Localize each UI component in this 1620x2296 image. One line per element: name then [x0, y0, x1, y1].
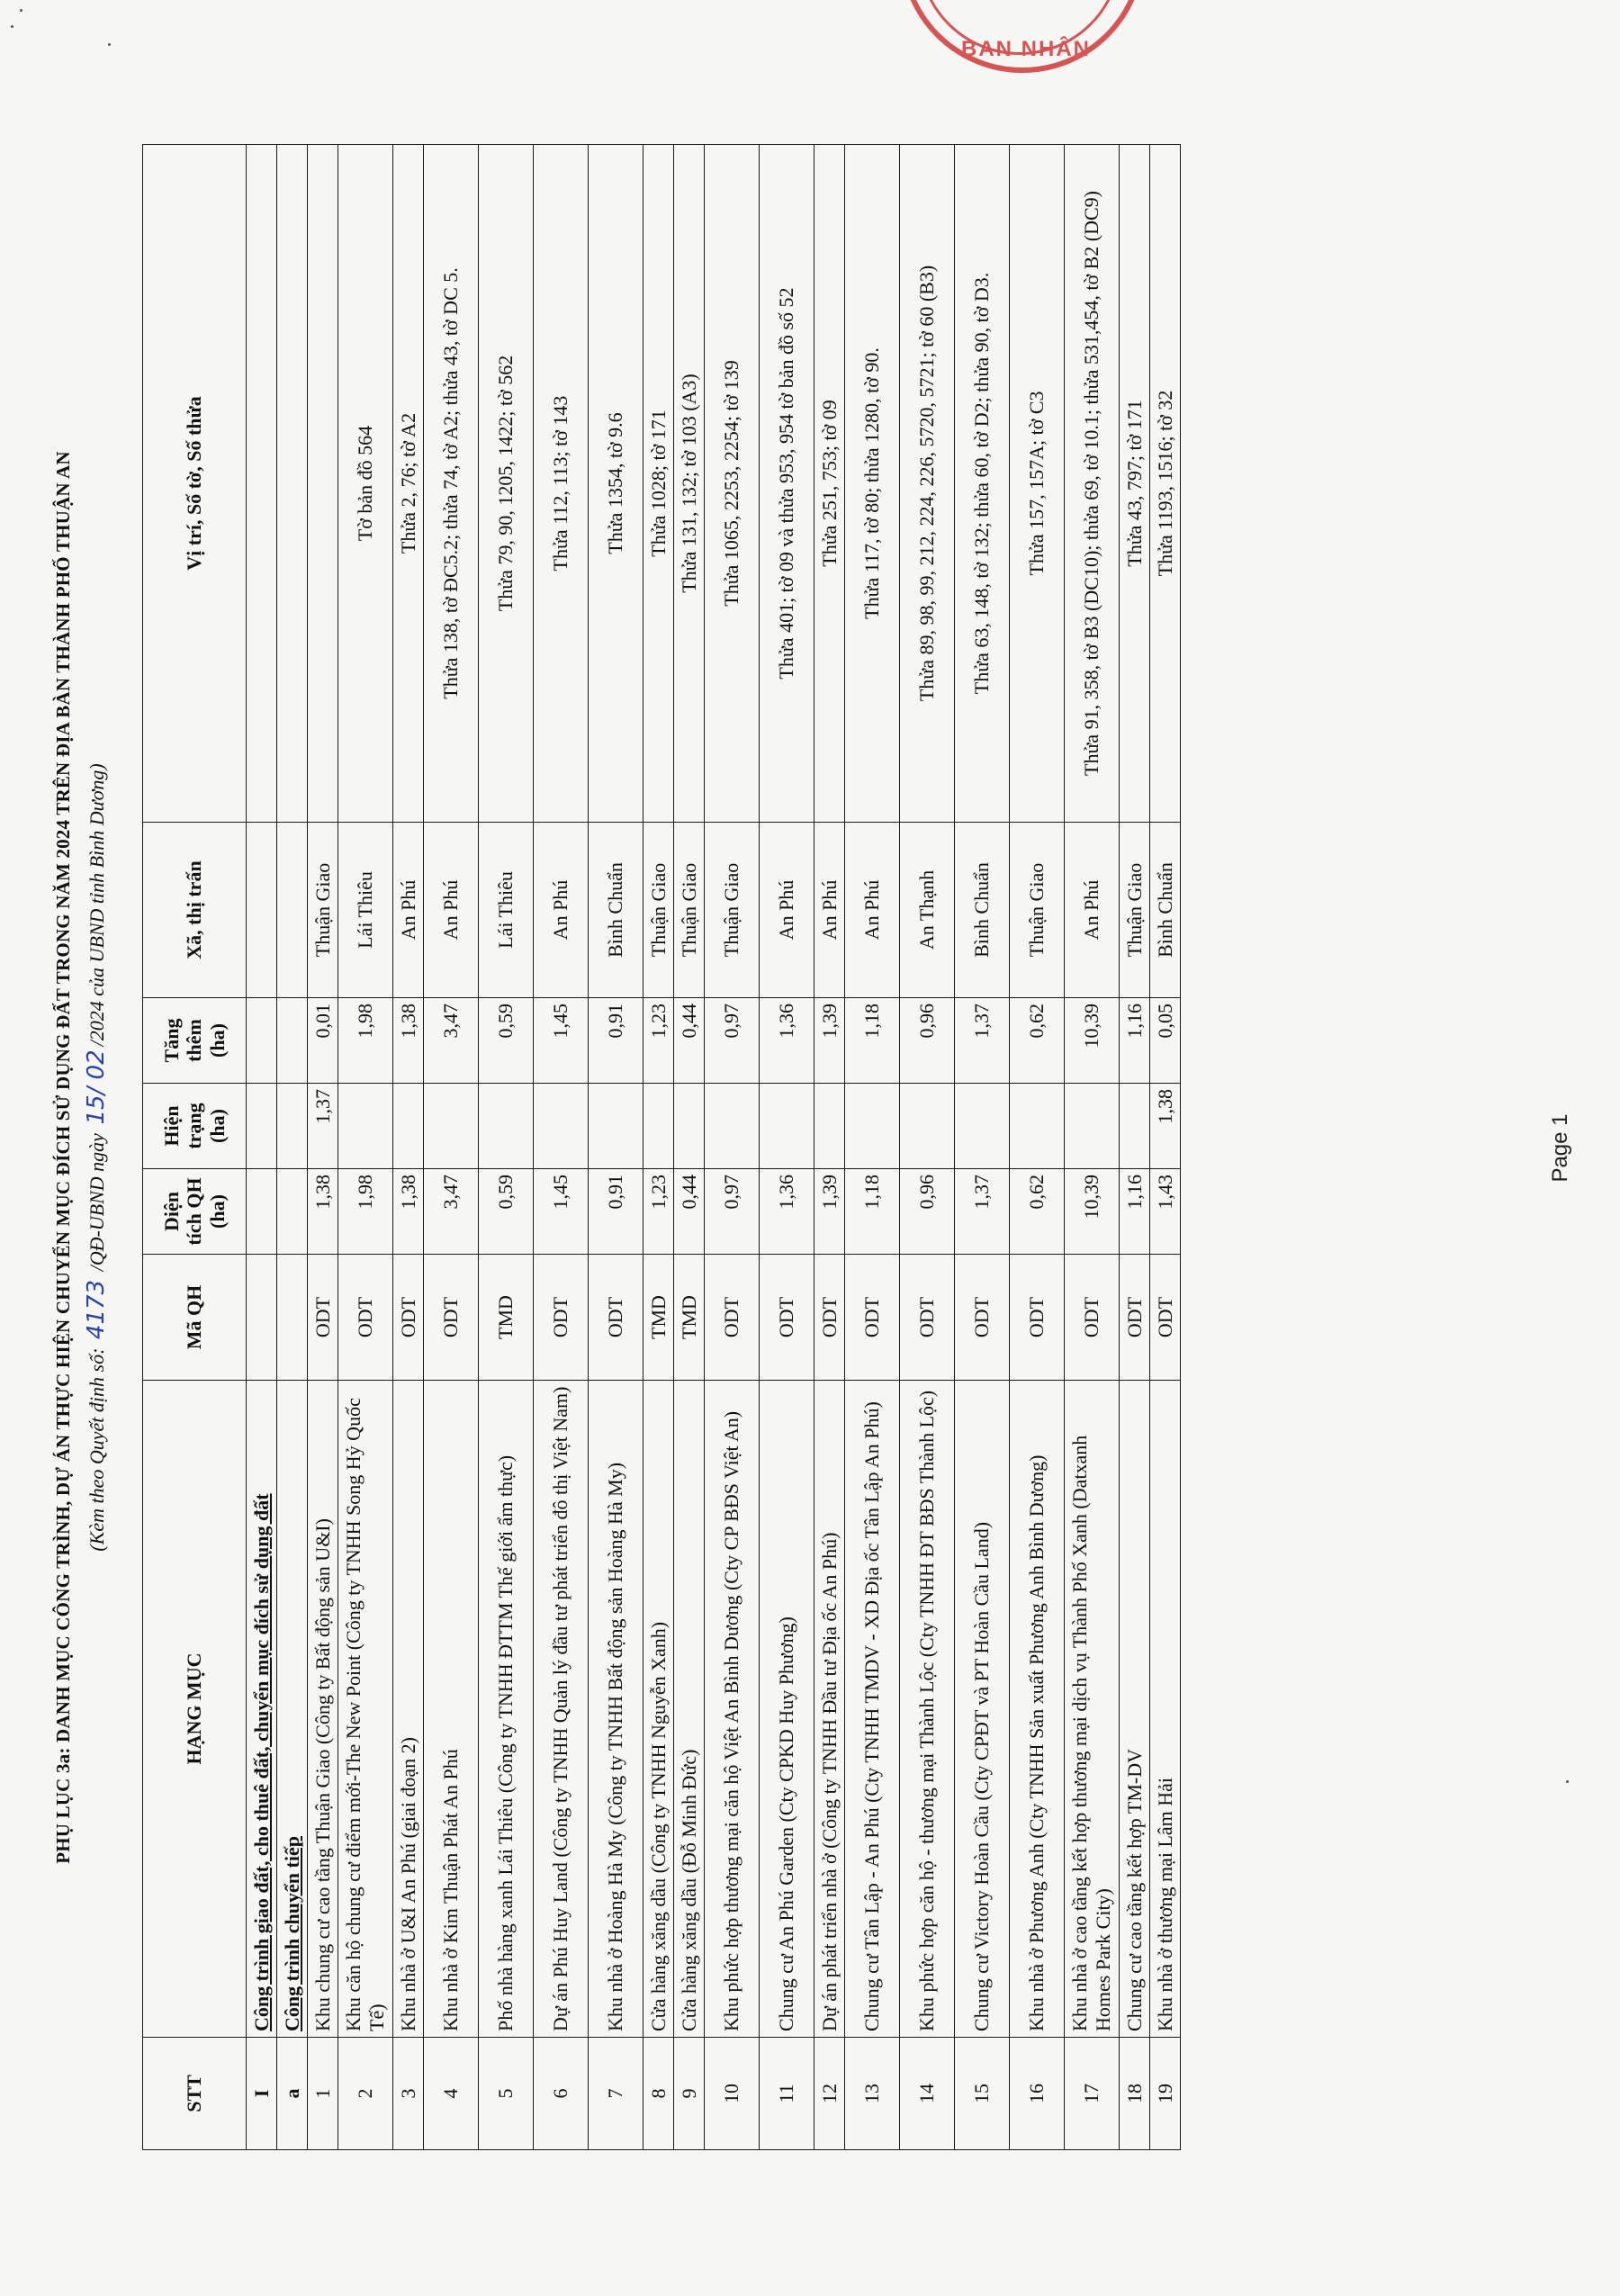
cell-ma-qh: ODT: [589, 1255, 644, 1381]
cell-stt: 16: [1010, 2038, 1065, 2150]
cell-dt-qh: [277, 1169, 308, 1255]
cell-tang-them: 0,91: [589, 998, 644, 1084]
cell-name: Khu phức hợp thương mại căn hộ Việt An Bình Dương (Cty CP BĐS Việt An): [705, 1381, 760, 2038]
cell-tang-them: 0,96: [900, 998, 955, 1084]
decision-number: 4173: [83, 1279, 110, 1340]
cell-hien-trang: [674, 1084, 705, 1169]
cell-name: Khu chung cư cao tầng Thuận Giao (Công ty Bất động sản U&I): [308, 1381, 338, 2038]
cell-tang-them: 0,59: [479, 998, 534, 1084]
cell-name: Phố nhà hàng xanh Lái Thiêu (Công ty TNHH ĐTTM Thế giới ẩm thực): [479, 1381, 534, 2038]
cell-stt: 7: [589, 2038, 644, 2150]
cell-name: Cửa hàng xăng dầu (Đỗ Minh Đức): [674, 1381, 705, 2038]
cell-stt: 15: [955, 2038, 1010, 2150]
table-row: [589, 145, 644, 2150]
cell-xa: An Phú: [1065, 823, 1120, 998]
cell-ma-qh: ODT: [845, 1255, 900, 1381]
project-table: [142, 144, 1181, 2150]
cell-stt: 18: [1120, 2038, 1150, 2150]
cell-name: Khu nhà ở Kim Thuận Phát An Phú: [424, 1381, 479, 2038]
cell-name: Khu nhà ở Hoàng Hà My (Công ty TNHH Bất động sản Hoàng Hà My): [589, 1381, 644, 2038]
cell-name: Công trình chuyển tiếp: [277, 1381, 308, 2038]
cell-name: Khu phức hợp căn hộ - thương mại Thành Lộc (Cty TNHH ĐT BĐS Thành Lộc): [900, 1381, 955, 2038]
cell-ma-qh: ODT: [534, 1255, 589, 1381]
cell-tang-them: 1,16: [1120, 998, 1150, 1084]
table-header-row: [143, 145, 247, 2150]
cell-ma-qh: ODT: [338, 1255, 393, 1381]
cell-stt: 3: [393, 2038, 424, 2150]
cell-xa: Thuận Giao: [705, 823, 760, 998]
cell-name: Khu nhà ở Phương Anh (Cty TNHH Sản xuất Phương Anh Bình Dương): [1010, 1381, 1065, 2038]
cell-xa: An Phú: [534, 823, 589, 998]
cell-hien-trang: [955, 1084, 1010, 1169]
cell-ma-qh: ODT: [814, 1255, 845, 1381]
cell-xa: Lái Thiêu: [338, 823, 393, 998]
cell-xa: [247, 823, 277, 998]
decision-date: 15/ 02: [83, 1049, 110, 1125]
table-row: [644, 145, 674, 2150]
cell-ma-qh: [247, 1255, 277, 1381]
cell-hien-trang: [644, 1084, 674, 1169]
header-vi-tri: Vị trí, Số tờ, Số thửa: [143, 145, 247, 823]
table-row: [424, 145, 479, 2150]
cell-xa: Bình Chuẩn: [1150, 823, 1181, 998]
cell-xa: Bình Chuẩn: [955, 823, 1010, 998]
cell-tang-them: 1,37: [955, 998, 1010, 1084]
cell-xa: Thuận Giao: [1010, 823, 1065, 998]
cell-dt-qh: 1,38: [308, 1169, 338, 1255]
table-row: [308, 145, 338, 2150]
cell-dt-qh: 1,36: [760, 1169, 814, 1255]
cell-dt-qh: 1,37: [955, 1169, 1010, 1255]
cell-stt: 10: [705, 2038, 760, 2150]
table-row: [1150, 145, 1181, 2150]
cell-vi-tri: Thửa 1354, tờ 9.6: [589, 145, 644, 823]
cell-vi-tri: Thửa 1193, 1516; tờ 32: [1150, 145, 1181, 823]
subtitle-prefix: (Kèm theo Quyết định số:: [86, 1347, 108, 1552]
cell-vi-tri: Thửa 63, 148, tờ 132; thửa 60, tờ D2; thửa 90, tờ D3.: [955, 145, 1010, 823]
cell-dt-qh: 0,96: [900, 1169, 955, 1255]
header-name: HẠNG MỤC: [143, 1381, 247, 2038]
cell-hien-trang: [900, 1084, 955, 1169]
cell-vi-tri: Thửa 79, 90, 1205, 1422; tờ 562: [479, 145, 534, 823]
seal-text: BAN NHÂN: [961, 37, 1091, 61]
cell-vi-tri: Thửa 43, 797; tờ 171: [1120, 145, 1150, 823]
table-row: [845, 145, 900, 2150]
cell-dt-qh: 1,38: [393, 1169, 424, 1255]
cell-hien-trang: [845, 1084, 900, 1169]
cell-tang-them: 10,39: [1065, 998, 1120, 1084]
cell-ma-qh: ODT: [393, 1255, 424, 1381]
cell-hien-trang: [424, 1084, 479, 1169]
cell-tang-them: 1,38: [393, 998, 424, 1084]
cell-tang-them: 0,97: [705, 998, 760, 1084]
cell-hien-trang: [247, 1084, 277, 1169]
cell-hien-trang: [589, 1084, 644, 1169]
cell-stt: 19: [1150, 2038, 1181, 2150]
table-row: [1010, 145, 1065, 2150]
cell-vi-tri: Thửa 1065, 2253, 2254; tờ 139: [705, 145, 760, 823]
cell-vi-tri: Thửa 131, 132; tờ 103 (A3): [674, 145, 705, 823]
cell-hien-trang: [338, 1084, 393, 1169]
cell-dt-qh: 0,62: [1010, 1169, 1065, 1255]
cell-vi-tri: [308, 145, 338, 823]
cell-hien-trang: [479, 1084, 534, 1169]
table-row: [247, 145, 277, 2150]
cell-ma-qh: ODT: [1065, 1255, 1120, 1381]
cell-ma-qh: ODT: [705, 1255, 760, 1381]
cell-ma-qh: TMD: [644, 1255, 674, 1381]
cell-tang-them: [247, 998, 277, 1084]
cell-dt-qh: 1,18: [845, 1169, 900, 1255]
table-row: [955, 145, 1010, 2150]
cell-ma-qh: TMD: [674, 1255, 705, 1381]
table-row: [1120, 145, 1150, 2150]
header-tang-them: Tăng thêm (ha): [143, 998, 247, 1084]
cell-stt: 6: [534, 2038, 589, 2150]
cell-hien-trang: 1,38: [1150, 1084, 1181, 1169]
cell-xa: [277, 823, 308, 998]
cell-name: Chung cư Tân Lập - An Phú (Cty TNHH TMDV - XD Địa ốc Tân Lập An Phú): [845, 1381, 900, 2038]
cell-ma-qh: ODT: [955, 1255, 1010, 1381]
cell-dt-qh: 1,39: [814, 1169, 845, 1255]
cell-dt-qh: 1,45: [534, 1169, 589, 1255]
cell-dt-qh: 3,47: [424, 1169, 479, 1255]
table-row: [1065, 145, 1120, 2150]
cell-stt: 13: [845, 2038, 900, 2150]
cell-ma-qh: ODT: [900, 1255, 955, 1381]
cell-vi-tri: Thửa 138, tờ ĐC5.2; thửa 74, tờ A2; thửa 43, tờ DC 5.: [424, 145, 479, 823]
cell-name: Dự án Phú Huy Land (Công ty TNHH Quản lý đầu tư phát triển đô thị Việt Nam): [534, 1381, 589, 2038]
cell-xa: An Thạnh: [900, 823, 955, 998]
cell-xa: Thuận Giao: [644, 823, 674, 998]
cell-vi-tri: Tờ bản đồ 564: [338, 145, 393, 823]
cell-name: Cửa hàng xăng dầu (Công ty TNHH Nguyễn Xanh): [644, 1381, 674, 2038]
cell-xa: An Phú: [760, 823, 814, 998]
subtitle-middle: /QĐ-UBND ngày: [86, 1133, 108, 1272]
cell-hien-trang: [814, 1084, 845, 1169]
cell-vi-tri: Thửa 117, tờ 80; thửa 1280, tờ 90.: [845, 145, 900, 823]
cell-xa: An Phú: [814, 823, 845, 998]
cell-name: Khu nhà ở thương mại Lâm Hải: [1150, 1381, 1181, 2038]
cell-name: Dự án phát triển nhà ở (Công ty TNHH Đầu tư Địa ốc An Phú): [814, 1381, 845, 2038]
cell-tang-them: 0,01: [308, 998, 338, 1084]
cell-tang-them: 1,45: [534, 998, 589, 1084]
cell-xa: An Phú: [393, 823, 424, 998]
cell-hien-trang: [705, 1084, 760, 1169]
cell-ma-qh: ODT: [760, 1255, 814, 1381]
page-number: Page 1: [1548, 1113, 1572, 1183]
cell-ma-qh: TMD: [479, 1255, 534, 1381]
cell-stt: I: [247, 2038, 277, 2150]
cell-xa: An Phú: [845, 823, 900, 998]
cell-hien-trang: 1,37: [308, 1084, 338, 1169]
cell-dt-qh: 1,16: [1120, 1169, 1150, 1255]
cell-stt: 2: [338, 2038, 393, 2150]
cell-stt: 1: [308, 2038, 338, 2150]
cell-ma-qh: ODT: [1150, 1255, 1181, 1381]
header-dt-qh: Diện tích QH (ha): [143, 1169, 247, 1255]
cell-xa: Thuận Giao: [1120, 823, 1150, 998]
table-row: [534, 145, 589, 2150]
official-seal: [900, 0, 1145, 73]
document-title: PHỤ LỤC 3a: DANH MỤC CÔNG TRÌNH, DỰ ÁN THỰC HIỆN CHUYỂN MỤC ĐÍCH SỬ DỤNG ĐẤT TRONG NĂM 2024 TRÊN ĐỊA BÀN THÀNH PHỐ THUẬN AN: [52, 451, 74, 1864]
cell-dt-qh: 1,98: [338, 1169, 393, 1255]
cell-vi-tri: Thửa 89, 98, 99, 212, 224, 226, 5720, 5721; tờ 60 (B3): [900, 145, 955, 823]
cell-name: Công trình giao đất, cho thuê đất, chuyển mục đích sử dụng đất: [247, 1381, 277, 2038]
cell-tang-them: 1,98: [338, 998, 393, 1084]
cell-name: Chung cư An Phú Garden (Cty CPKD Huy Phương): [760, 1381, 814, 2038]
cell-ma-qh: ODT: [424, 1255, 479, 1381]
cell-dt-qh: 0,44: [674, 1169, 705, 1255]
cell-stt: 14: [900, 2038, 955, 2150]
cell-hien-trang: [534, 1084, 589, 1169]
cell-xa: Bình Chuẩn: [589, 823, 644, 998]
scan-speck: [108, 43, 111, 46]
cell-hien-trang: [393, 1084, 424, 1169]
cell-stt: 9: [674, 2038, 705, 2150]
document-subtitle: [83, 145, 110, 2170]
cell-vi-tri: [277, 145, 308, 823]
cell-dt-qh: 0,91: [589, 1169, 644, 1255]
cell-name: Khu căn hộ chung cư điểm mới-The New Point (Công ty TNHH Song Hỷ Quốc Tế): [338, 1381, 393, 2038]
header-stt: STT: [143, 2038, 247, 2150]
table-row: [705, 145, 760, 2150]
cell-stt: 5: [479, 2038, 534, 2150]
cell-hien-trang: [1010, 1084, 1065, 1169]
header-xa: Xã, thị trấn: [143, 823, 247, 998]
table-row: [479, 145, 534, 2150]
cell-tang-them: [277, 998, 308, 1084]
cell-tang-them: 1,39: [814, 998, 845, 1084]
cell-hien-trang: [277, 1084, 308, 1169]
cell-hien-trang: [1065, 1084, 1120, 1169]
header-hien-trang: Hiện trạng (ha): [143, 1084, 247, 1169]
cell-ma-qh: [277, 1255, 308, 1381]
cell-vi-tri: Thửa 401; tờ 09 và thửa 953, 954 tờ bản đồ số 52: [760, 145, 814, 823]
cell-tang-them: 3,47: [424, 998, 479, 1084]
cell-dt-qh: 0,59: [479, 1169, 534, 1255]
cell-xa: An Phú: [424, 823, 479, 998]
cell-tang-them: 0,05: [1150, 998, 1181, 1084]
cell-tang-them: 0,62: [1010, 998, 1065, 1084]
cell-xa: Thuận Giao: [308, 823, 338, 998]
cell-tang-them: 0,44: [674, 998, 705, 1084]
cell-name: Chung cư cao tầng kết hợp TM-DV: [1120, 1381, 1150, 2038]
cell-name: Khu nhà ở U&I An Phú (giai đoạn 2): [393, 1381, 424, 2038]
scan-speck: [11, 25, 14, 28]
table-row: [277, 145, 308, 2150]
cell-tang-them: 1,18: [845, 998, 900, 1084]
cell-dt-qh: 0,97: [705, 1169, 760, 1255]
cell-stt: a: [277, 2038, 308, 2150]
table-row: [814, 145, 845, 2150]
cell-hien-trang: [760, 1084, 814, 1169]
table-row: [760, 145, 814, 2150]
cell-vi-tri: [247, 145, 277, 823]
cell-stt: 11: [760, 2038, 814, 2150]
cell-stt: 17: [1065, 2038, 1120, 2150]
cell-dt-qh: 10,39: [1065, 1169, 1120, 1255]
cell-vi-tri: Thửa 157, 157A; tờ C3: [1010, 145, 1065, 823]
table-row: [393, 145, 424, 2150]
cell-ma-qh: ODT: [1120, 1255, 1150, 1381]
subtitle-suffix: /2024 của UBND tỉnh Bình Dương): [86, 763, 108, 1047]
table-row: [674, 145, 705, 2150]
cell-hien-trang: [1120, 1084, 1150, 1169]
cell-stt: 8: [644, 2038, 674, 2150]
cell-xa: Lái Thiêu: [479, 823, 534, 998]
cell-stt: 4: [424, 2038, 479, 2150]
cell-name: Khu nhà ở cao tầng kết hợp thương mại dịch vụ Thành Phố Xanh (Datxanh Homes Park City): [1065, 1381, 1120, 2038]
cell-vi-tri: Thửa 1028; tờ 171: [644, 145, 674, 823]
cell-ma-qh: ODT: [308, 1255, 338, 1381]
cell-dt-qh: [247, 1169, 277, 1255]
cell-vi-tri: Thửa 2, 76; tờ A2: [393, 145, 424, 823]
table-row: [900, 145, 955, 2150]
scan-speck: [1566, 1780, 1569, 1783]
header-ma-qh: Mã QH: [143, 1255, 247, 1381]
cell-tang-them: 1,23: [644, 998, 674, 1084]
cell-vi-tri: Thửa 112, 113; tờ 143: [534, 145, 589, 823]
cell-xa: Thuận Giao: [674, 823, 705, 998]
cell-vi-tri: Thửa 91, 358, tờ B3 (DC10); thửa 69, tờ 10.1; thửa 531,454, tờ B2 (DC9): [1065, 145, 1120, 823]
cell-dt-qh: 1,23: [644, 1169, 674, 1255]
cell-name: Chung cư Victory Hoàn Cầu (Cty CPĐT và PT Hoàn Cầu Land): [955, 1381, 1010, 2038]
cell-stt: 12: [814, 2038, 845, 2150]
cell-ma-qh: ODT: [1010, 1255, 1065, 1381]
table-row: [338, 145, 393, 2150]
cell-dt-qh: 1,43: [1150, 1169, 1181, 1255]
cell-tang-them: 1,36: [760, 998, 814, 1084]
cell-vi-tri: Thửa 251, 753; tờ 09: [814, 145, 845, 823]
scan-speck: [20, 9, 22, 12]
